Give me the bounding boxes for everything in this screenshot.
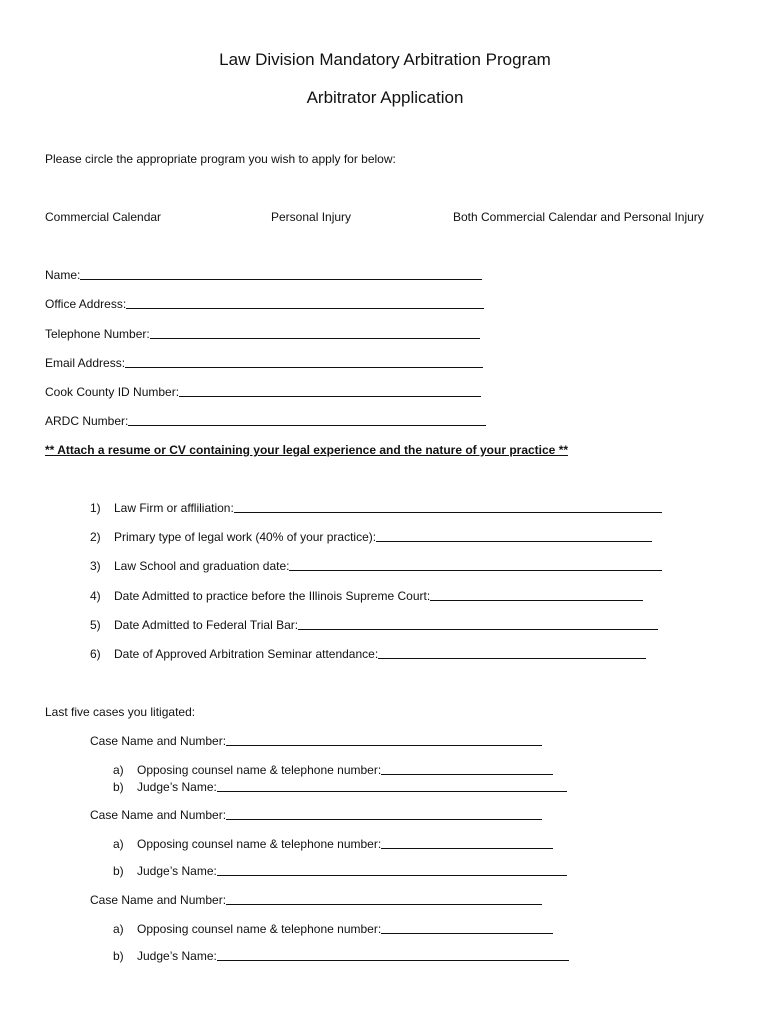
office-address-input-line[interactable] xyxy=(126,308,484,309)
form-subtitle: Arbitrator Application xyxy=(306,88,464,107)
item-marker: a) xyxy=(113,763,124,777)
question-label: Date of Approved Arbitration Seminar attendance: xyxy=(114,647,379,661)
case-name-label: Case Name and Number: xyxy=(90,734,227,748)
question-label: Law School and graduation date: xyxy=(114,559,290,573)
judge-name-label: Judge’s Name: xyxy=(137,864,217,878)
question-number: 6) xyxy=(90,647,101,661)
question-input-line[interactable] xyxy=(378,658,646,659)
opposing-counsel-field[interactable] xyxy=(113,763,553,777)
name-field[interactable] xyxy=(45,268,482,282)
question-law-firm[interactable] xyxy=(90,501,662,515)
question-input-line[interactable] xyxy=(289,570,662,571)
program-option-commercial[interactable]: Commercial Calendar xyxy=(45,210,162,224)
cook-county-id-label: Cook County ID Number: xyxy=(45,385,180,399)
opposing-counsel-input-line[interactable] xyxy=(381,933,553,934)
case-name-field[interactable] xyxy=(90,893,542,907)
opposing-counsel-field[interactable] xyxy=(113,837,553,851)
case-name-field[interactable] xyxy=(90,734,542,748)
question-number: 4) xyxy=(90,589,101,603)
question-label: Date Admitted to Federal Trial Bar: xyxy=(114,618,299,632)
question-number: 1) xyxy=(90,501,101,515)
case-name-field[interactable] xyxy=(90,808,542,822)
program-option-personal-injury[interactable]: Personal Injury xyxy=(271,210,352,224)
email-input-line[interactable] xyxy=(125,367,483,368)
opposing-counsel-label: Opposing counsel name & telephone number: xyxy=(137,837,382,851)
question-number: 3) xyxy=(90,559,101,573)
judge-name-field[interactable] xyxy=(113,864,567,878)
case-name-input-line[interactable] xyxy=(226,819,542,820)
cases-heading: Last five cases you litigated: xyxy=(45,705,196,719)
program-instructions: Please circle the appropriate program you wish to apply for below: xyxy=(45,152,396,166)
judge-name-input-line[interactable] xyxy=(217,791,567,792)
question-input-line[interactable] xyxy=(430,600,643,601)
judge-name-label: Judge’s Name: xyxy=(137,780,217,794)
office-address-label: Office Address: xyxy=(45,297,127,311)
opposing-counsel-input-line[interactable] xyxy=(381,774,553,775)
case-name-input-line[interactable] xyxy=(226,745,542,746)
judge-name-field[interactable] xyxy=(113,949,569,963)
question-primary-work[interactable] xyxy=(90,530,652,544)
program-option-both[interactable]: Both Commercial Calendar and Personal Injury xyxy=(453,210,704,224)
cook-county-id-input-line[interactable] xyxy=(179,396,481,397)
question-input-line[interactable] xyxy=(234,512,662,513)
judge-name-input-line[interactable] xyxy=(217,875,567,876)
email-field[interactable] xyxy=(45,356,483,370)
name-label: Name: xyxy=(45,268,81,282)
opposing-counsel-label: Opposing counsel name & telephone number: xyxy=(137,922,382,936)
attach-resume-note: ** Attach a resume or CV containing your legal experience and the nature of your practice ** xyxy=(45,443,569,457)
ardc-number-label: ARDC Number: xyxy=(45,414,129,428)
telephone-input-line[interactable] xyxy=(150,338,480,339)
question-label: Law Firm or affliliation: xyxy=(114,501,234,515)
item-marker: b) xyxy=(113,780,124,794)
question-law-school[interactable] xyxy=(90,559,662,573)
ardc-number-field[interactable] xyxy=(45,414,486,428)
case-name-label: Case Name and Number: xyxy=(90,893,227,907)
case-name-label: Case Name and Number: xyxy=(90,808,227,822)
item-marker: a) xyxy=(113,837,124,851)
name-input-line[interactable] xyxy=(80,279,482,280)
question-federal-bar[interactable] xyxy=(90,618,658,632)
item-marker: b) xyxy=(113,949,124,963)
opposing-counsel-input-line[interactable] xyxy=(381,848,553,849)
question-seminar-date[interactable] xyxy=(90,647,646,661)
question-number: 2) xyxy=(90,530,101,544)
case-name-input-line[interactable] xyxy=(226,904,542,905)
form-title: Law Division Mandatory Arbitration Program xyxy=(219,50,551,69)
telephone-label: Telephone Number: xyxy=(45,327,150,341)
opposing-counsel-label: Opposing counsel name & telephone number: xyxy=(137,763,382,777)
item-marker: b) xyxy=(113,864,124,878)
judge-name-field[interactable] xyxy=(113,780,567,794)
question-input-line[interactable] xyxy=(298,629,658,630)
telephone-field[interactable] xyxy=(45,327,480,341)
email-label: Email Address: xyxy=(45,356,126,370)
question-number: 5) xyxy=(90,618,101,632)
opposing-counsel-field[interactable] xyxy=(113,922,553,936)
item-marker: a) xyxy=(113,922,124,936)
question-illinois-admission[interactable] xyxy=(90,589,643,603)
judge-name-label: Judge’s Name: xyxy=(137,949,217,963)
question-label: Primary type of legal work (40% of your practice): xyxy=(114,530,377,544)
ardc-number-input-line[interactable] xyxy=(128,425,486,426)
question-input-line[interactable] xyxy=(376,541,652,542)
cook-county-id-field[interactable] xyxy=(45,385,481,399)
office-address-field[interactable] xyxy=(45,297,484,311)
judge-name-input-line[interactable] xyxy=(217,960,569,961)
question-label: Date Admitted to practice before the Illinois Supreme Court: xyxy=(114,589,431,603)
